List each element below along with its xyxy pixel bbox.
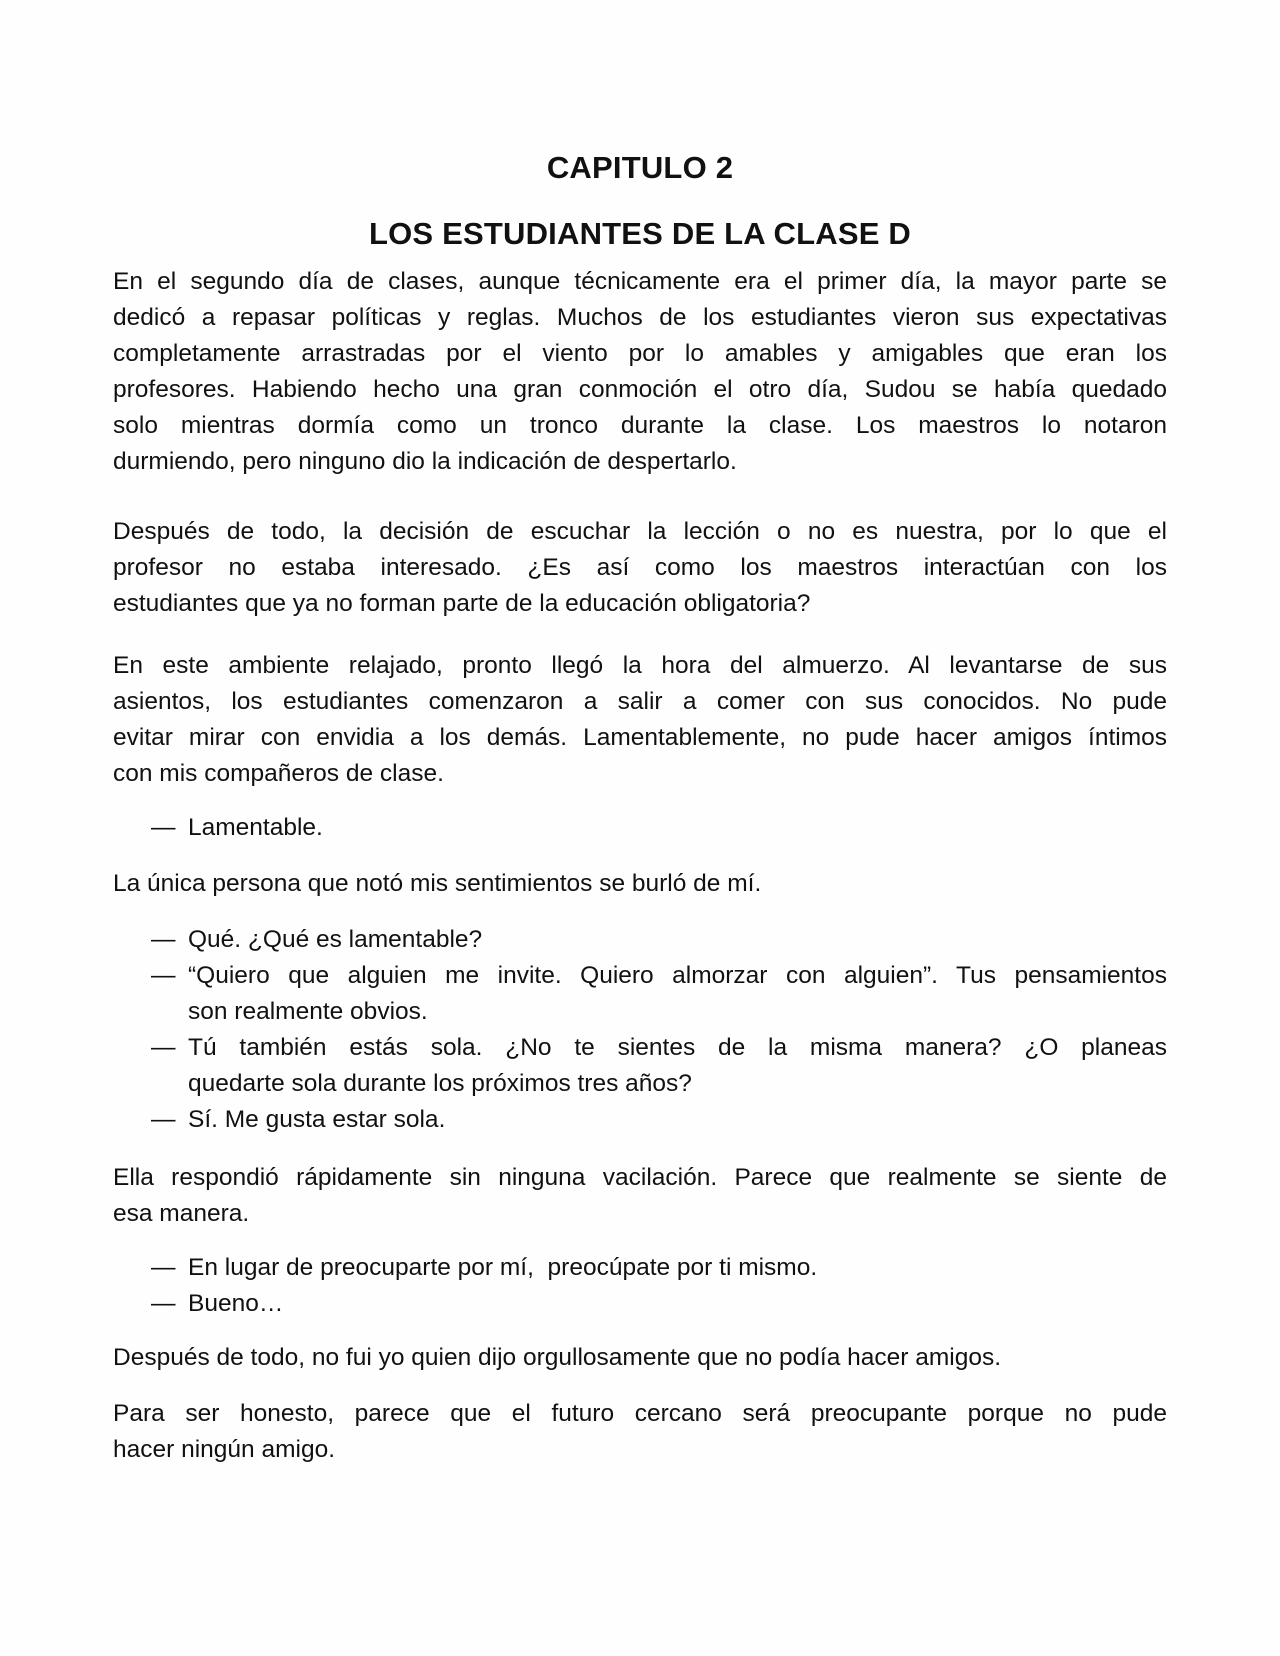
dialogue-entry: [113, 1286, 1167, 1322]
text-line: evitar mirar con envidia a los demás. Lamentablemente, no pude hacer amigos íntimos: [113, 724, 1167, 751]
dialogue-line-1: [113, 810, 1167, 846]
text-line: Lamentable.: [188, 814, 323, 841]
text-line: Qué. ¿Qué es lamentable?: [188, 926, 483, 953]
text-line: profesores. Habiendo hecho una gran conmoción el otro día, Sudou se había quedado: [113, 376, 1167, 403]
em-dash: —: [151, 1290, 176, 1317]
text-line: son realmente obvios.: [188, 998, 428, 1025]
em-dash: —: [151, 1106, 176, 1133]
text-line: La única persona que notó mis sentimientos se burló de mí.: [113, 870, 762, 897]
paragraph-7: [113, 1396, 1167, 1468]
text-line: Bueno…: [188, 1290, 284, 1317]
text-line: profesor no estaba interesado. ¿Es así como los maestros interactúan con los: [113, 554, 1167, 581]
chapter-title: LOS ESTUDIANTES DE LA CLASE D: [368, 216, 912, 251]
text-line: completamente arrastradas por el viento por lo amables y amigables que eran los: [113, 340, 1167, 367]
text-line: Sí. Me gusta estar sola.: [188, 1106, 446, 1133]
dialogue-group-1: [113, 922, 1167, 1138]
text-line: En el segundo día de clases, aunque técnicamente era el primer día, la mayor parte se: [113, 268, 1167, 295]
text-line: Ella respondió rápidamente sin ninguna vacilación. Parece que realmente se siente de: [113, 1164, 1167, 1191]
em-dash: —: [151, 1254, 176, 1281]
text-line: Tú también estás sola. ¿No te sientes de la misma manera? ¿O planeas: [188, 1034, 1167, 1061]
em-dash: —: [151, 962, 176, 989]
text-line: estudiantes que ya no forman parte de la educación obligatoria?: [113, 590, 811, 617]
text-line: “Quiero que alguien me invite. Quiero almorzar con alguien”. Tus pensamientos: [188, 962, 1167, 989]
text-line: hacer ningún amigo.: [113, 1436, 336, 1463]
em-dash: —: [151, 814, 176, 841]
text-line: Después de todo, no fui yo quien dijo orgullosamente que no podía hacer amigos.: [113, 1344, 1002, 1371]
text-line: Después de todo, la decisión de escuchar la lección o no es nuestra, por lo que el: [113, 518, 1167, 545]
text-line: En este ambiente relajado, pronto llegó la hora del almuerzo. Al levantarse de sus: [113, 652, 1167, 679]
paragraph-3: [113, 648, 1167, 792]
text-line: durmiendo, pero ninguno dio la indicación de despertarlo.: [113, 448, 737, 475]
dialogue-group-2: [113, 1250, 1167, 1322]
text-line: Para ser honesto, parece que el futuro cercano será preocupante porque no pude: [113, 1400, 1167, 1427]
text-line: quedarte sola durante los próximos tres años?: [188, 1070, 692, 1097]
em-dash: —: [151, 926, 176, 953]
paragraph-5: [113, 1160, 1167, 1232]
text-line: asientos, los estudiantes comenzaron a salir a comer con sus conocidos. No pude: [113, 688, 1167, 715]
text-line: dedicó a repasar políticas y reglas. Muchos de los estudiantes vieron sus expectativas: [113, 304, 1167, 331]
paragraph-4: [113, 866, 1167, 902]
paragraph-1: [113, 264, 1167, 480]
em-dash: —: [151, 1034, 176, 1061]
dialogue-entry: [113, 922, 1167, 958]
text-line: con mis compañeros de clase.: [113, 760, 444, 787]
paragraph-2: [113, 514, 1167, 622]
text-line: esa manera.: [113, 1200, 250, 1227]
text-line: En lugar de preocuparte por mí, preocúpate por ti mismo.: [188, 1254, 818, 1281]
text-line: solo mientras dormía como un tronco durante la clase. Los maestros lo notaron: [113, 412, 1167, 439]
dialogue-entry: [113, 1030, 1167, 1102]
dialogue-entry: [113, 1102, 1167, 1138]
dialogue-entry: [113, 1250, 1167, 1286]
dialogue-entry: [113, 810, 1167, 846]
dialogue-entry: [113, 958, 1167, 1030]
paragraph-6: [113, 1340, 1167, 1376]
chapter-number: CAPITULO 2: [546, 150, 734, 185]
